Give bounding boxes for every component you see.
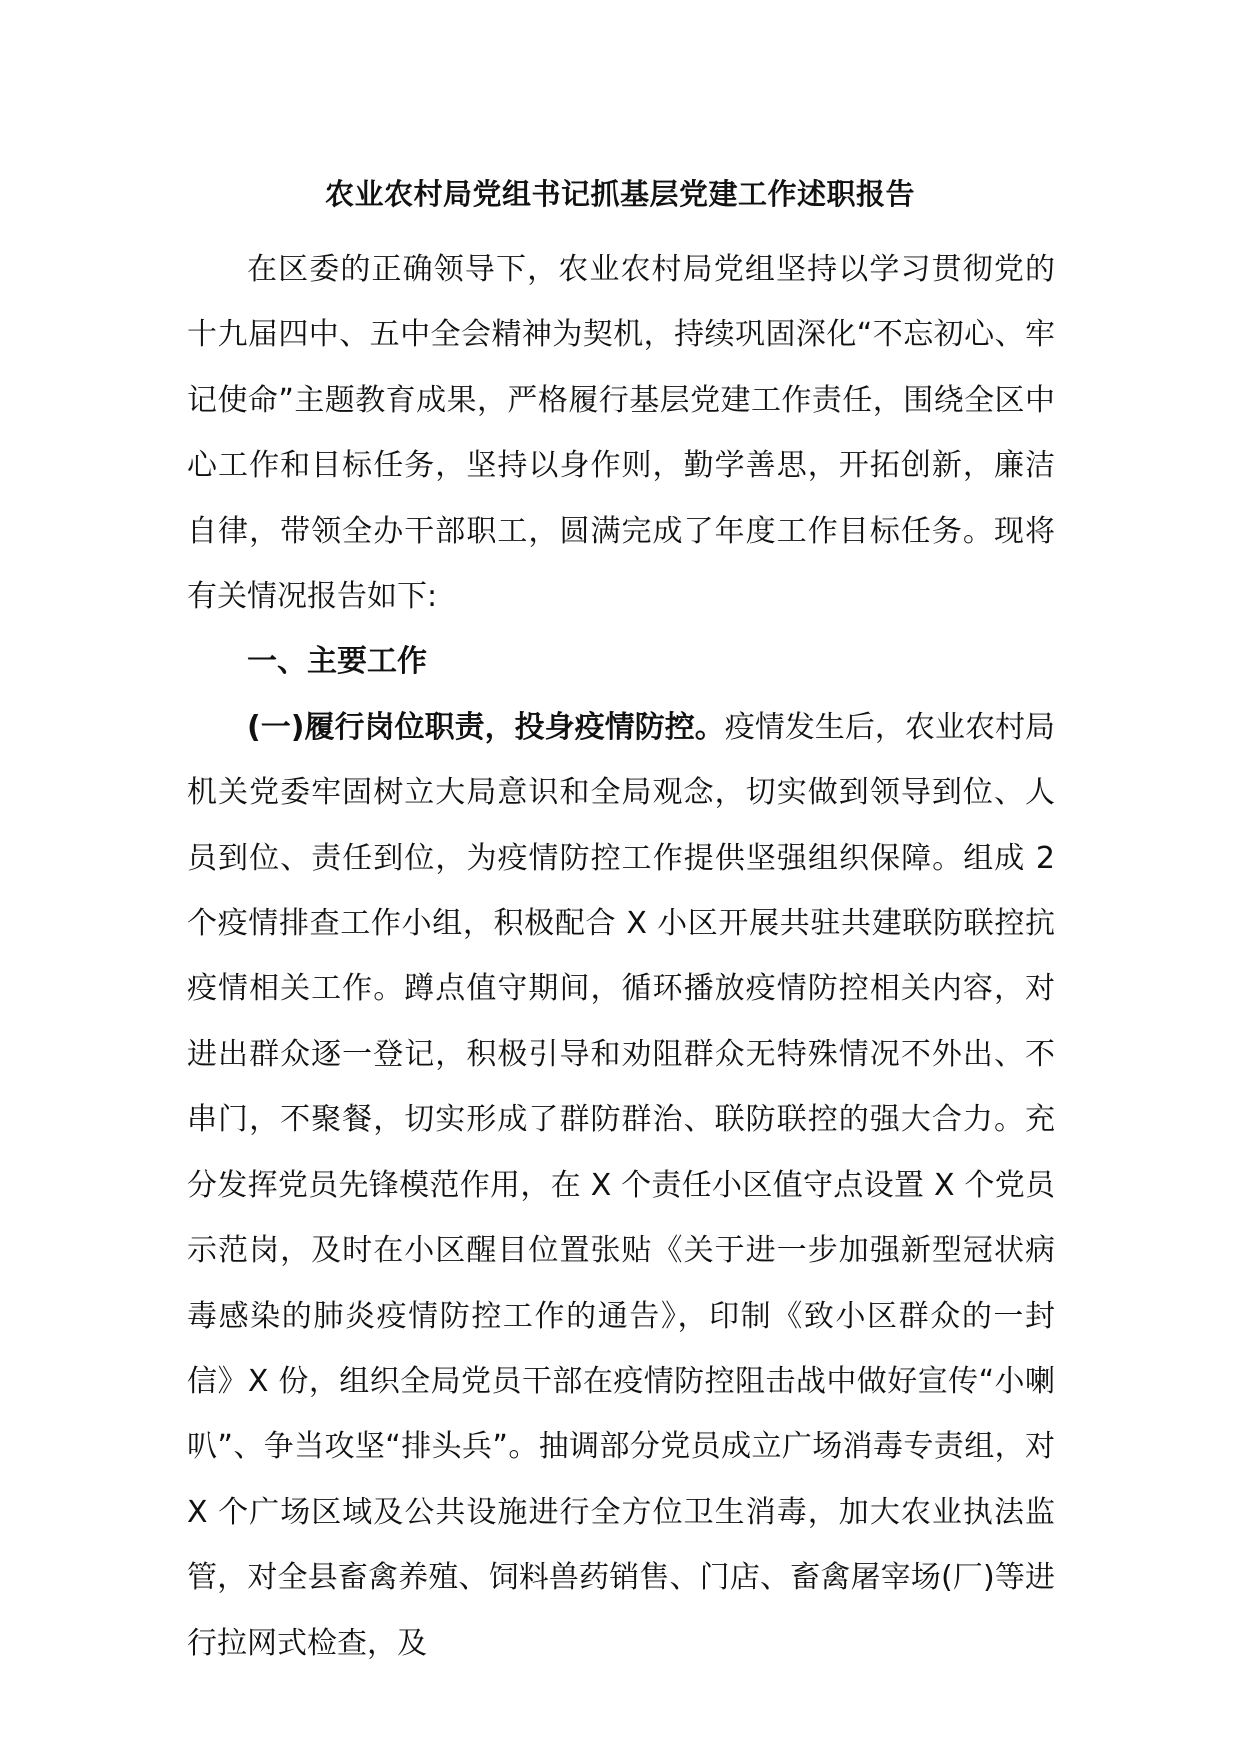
section-item-paragraph (187, 695, 1055, 1676)
document-body (187, 237, 1055, 1676)
section-heading: 一、主要工作 (247, 644, 427, 680)
document-title: 农业农村局党组书记抓基层党建工作述职报告 (324, 177, 915, 211)
intro-paragraph: 在区委的正确领导下，农业农村局党组坚持以学习贯彻党的十九届四中、五中全会精神为契机，持续巩固深化“不忘初心、牢记使命”主题教育成果，严格履行基层党建工作责任，围绕全区中心工作和目标任务，坚持以身作则，勤学善思，开拓创新，廉洁自律，带领全办干部职工，圆满完成了年度工作目标任务。现将有关情况报告如下: (187, 252, 1055, 615)
item-body-text: 疫情发生后，农业农村局机关党委牢固树立大局意识和全局观念，切实做到领导到位、人员到位、责任到位，为疫情防控工作提供坚强组织保障。组成 2 个疫情排查工作小组，积极配合 X 小区开展共驻共建联防联控抗疫情相关工作。蹲点值守期间，循环播放疫情防控相关内容，对进出群众逐一登记，积极引导和劝阻群众无特殊情况不外出、不串门，不聚餐，切实形成了群防群治、联防联控的强大合力。充分发挥党员先锋模范作用，在 X 个责任小区值守点设置 X 个党员示范岗，及时在小区醒目位置张贴《关于进一步加强新型冠状病毒感染的肺炎疫情防控工作的通告》，印制《致小区群众的一封信》X 份，组织全局党员干部在疫情防控阻击战中做好宣传“小喇叭”、争当攻坚“排头兵”。抽调部分党员成立广场消毒专责组，对 X 个广场区域及公共设施进行全方位卫生消毒，加大农业执法监管，对全县畜禽养殖、饲料兽药销售、门店、畜禽屠宰场(厂)等进行拉网式检查，及 (187, 709, 1056, 1661)
item-lead-text: (一)履行岗位职责，投身疫情防控。 (247, 709, 725, 745)
